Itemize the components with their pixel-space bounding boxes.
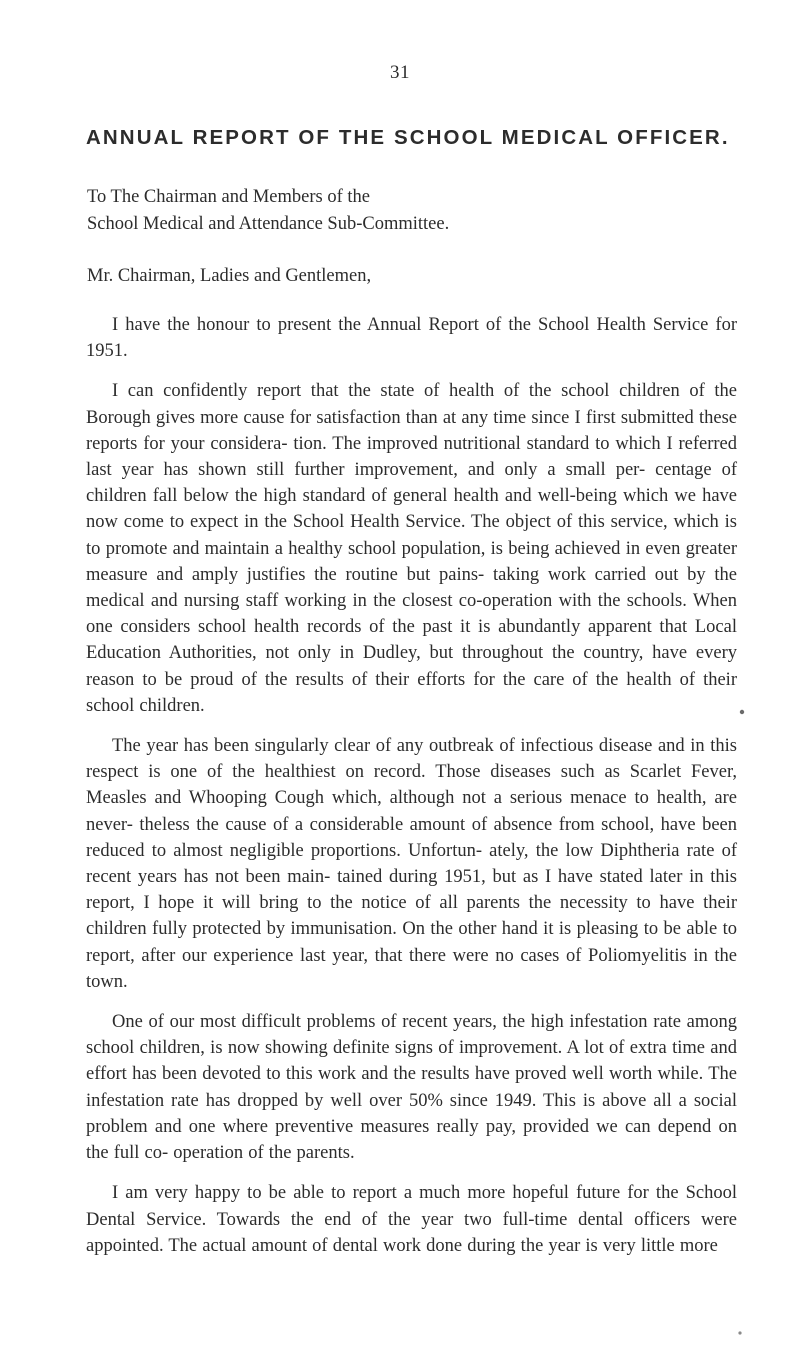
ink-speck [740,710,744,714]
paragraph-dental-service: I am very happy to be able to report a much more hopeful future for the School Dental Service. Towards the end of the year two full-time dental officers were appointed. The actual amount of dental work done during the year is very little more [86,1183,737,1256]
address-line-2: School Medical and Attendance Sub-Committee. [87,214,450,234]
address-line-1: To The Chairman and Members of the [87,187,370,207]
ink-speck [738,1331,741,1334]
report-body [86,312,737,1273]
salutation: Mr. Chairman, Ladies and Gentlemen, [87,266,372,286]
paragraph-intro: I have the honour to present the Annual Report of the School Health Service for 1951. [86,315,737,362]
paragraph-infectious-disease: The year has been singularly clear of any outbreak of infectious disease and in this respect is one of the healthiest on record. Those diseases such as Scarlet Fever, Measles and Whooping Cough which, although not a serious menace to health, are never- theless the cause of a considerable amount of absence from school, have been reduced to almost negligible proportions. Unfortun- ately, the low Diphtheria rate of recent years has not been main- tained during 1951, but as I have stated later in this report, I hope it will bring to the notice of all parents the necessity to have their children fully protected by immunisation. On the other hand it is pleasing to be able to report, after our experience last year, that there were no cases of Poliomyelitis in the town. [86,736,737,992]
paragraph-infestation: One of our most difficult problems of recent years, the high infestation rate among school children, is now showing definite signs of improvement. A lot of extra time and effort has been devoted to this work and the results have proved well worth while. The infestation rate has dropped by well over 50% since 1949. This is above all a social problem and one where preventive measures really pay, provided we can depend on the full co- operation of the parents. [86,1012,737,1164]
address-block [87,184,449,238]
report-title: ANNUAL REPORT OF THE SCHOOL MEDICAL OFFICER. [86,126,730,149]
page-number: 31 [390,62,410,83]
paragraph-general-health: I can confidently report that the state of health of the school children of the Borough gives more cause for satisfaction than at any time since I first submitted these reports for your considera- tion. The improved nutritional standard to which I referred last year has shown still further improvement, and only a small per- centage of children fall below the high standard of general health and well-being which we have now come to expect in the School Health Service. The object of this service, which is to promote and maintain a healthy school population, is being achieved in even greater measure and amply justifies the routine but pains- taking work carried out by the medical and nursing staff working in the closest co-operation with the schools. When one considers school health records of the past it is abundantly apparent that Local Education Authorities, not only in Dudley, but throughout the country, have every reason to be proud of the results of their efforts for the care of the health of their school children. [86,381,737,716]
